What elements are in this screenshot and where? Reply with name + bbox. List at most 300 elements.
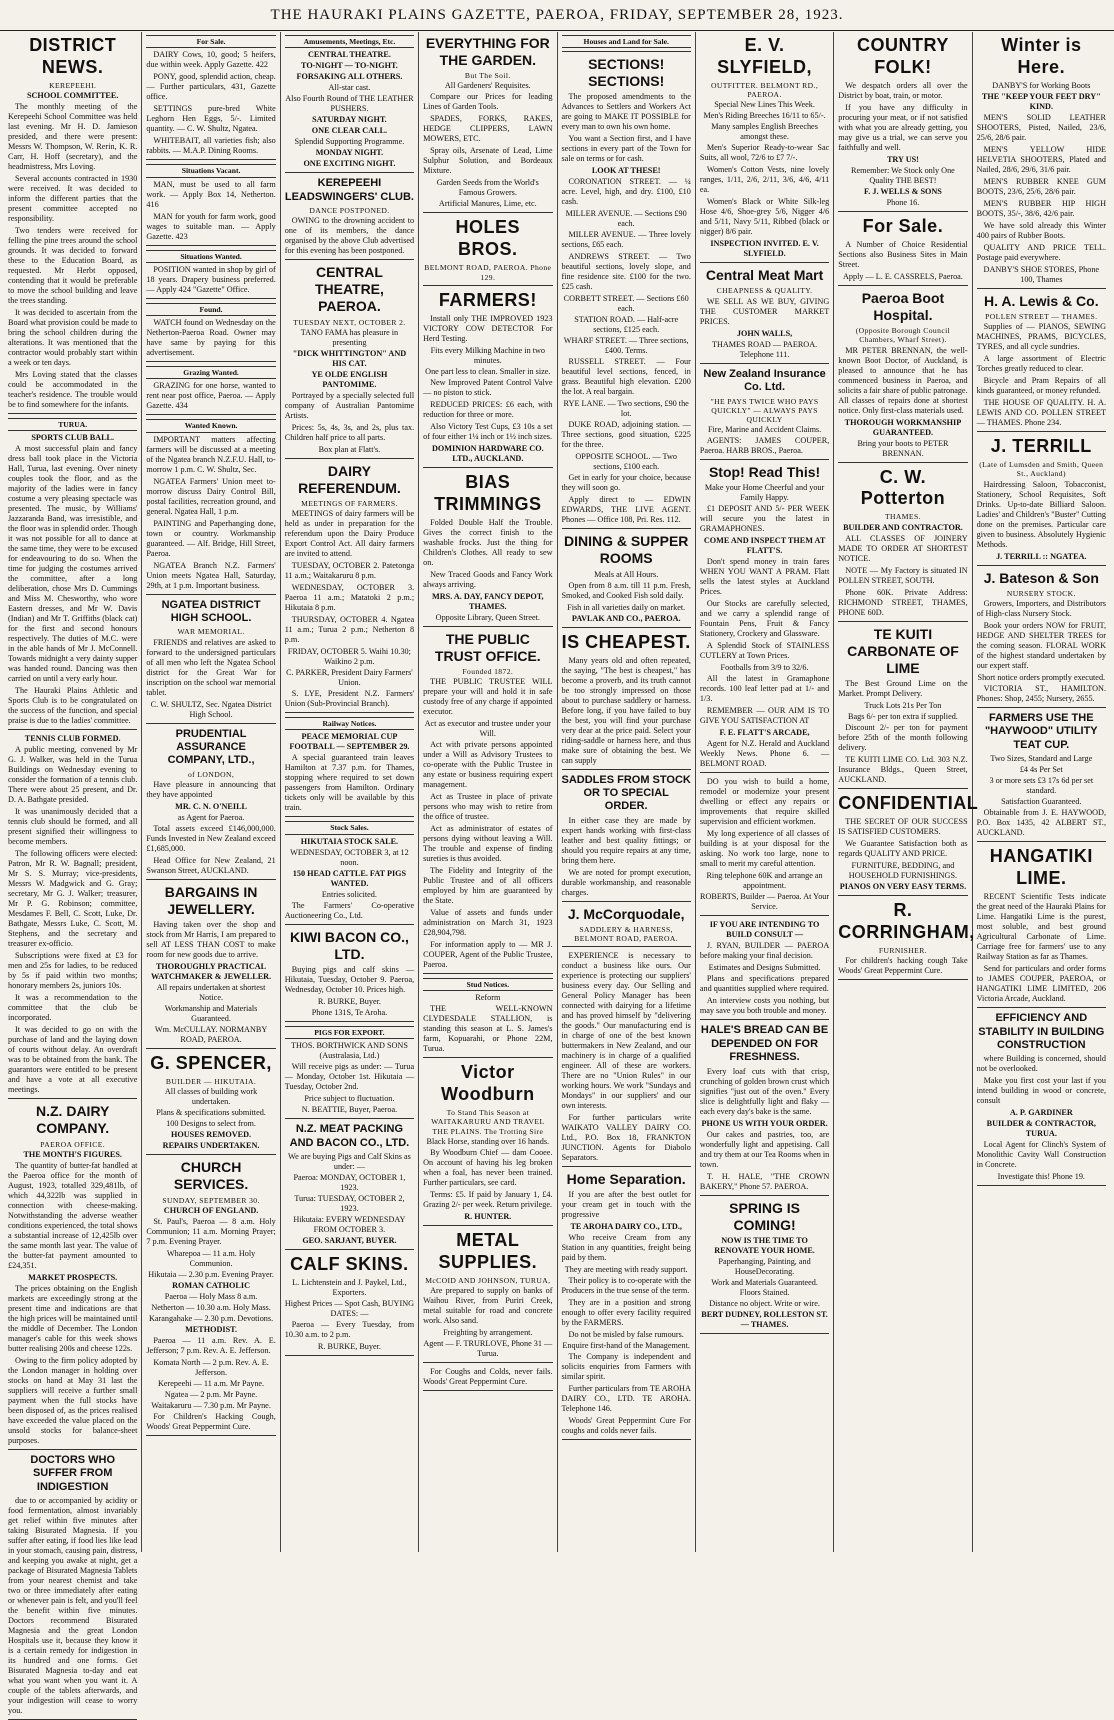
article-paragraph: ONE EXCITING NIGHT.: [303, 159, 396, 169]
article-paragraph: OPPOSITE SCHOOL. — Two sections, £100 each.: [575, 452, 677, 472]
article: [423, 472, 552, 627]
article-paragraph: Buying pigs and calf skins — Hikutaia, Tuesday, October 9. Paeroa, Wednesday, October 10. Prices high.: [284, 964, 415, 994]
divider: [700, 262, 829, 263]
article-paragraph: All classes of building work undertaken.: [164, 1087, 258, 1107]
article-paragraph: R. BURKE, Buyer.: [317, 1341, 381, 1351]
article-paragraph: Waitakaruru — 7.30 p.m. Mr Payne.: [151, 1400, 271, 1410]
article-paragraph: 150 HEAD CATTLE. FAT PIGS WANTED.: [292, 868, 407, 888]
article-heading: Victor Woodburn: [440, 1062, 535, 1105]
article-heading: C. W. Potterton: [860, 466, 946, 509]
divider: [8, 1098, 137, 1099]
article-paragraph: We have sold already this Winter 400 pairs of Rubber Boots.: [976, 220, 1106, 240]
article-paragraph: Women's Black or White Silk-leg Hose 4/6, Shoe-grey 5/6, Nigger 4/6 and 5/11, Navy 5/11, Ribbed (black or nigger) 8/6 pair.: [699, 197, 830, 237]
article-paragraph: Several accounts contracted in 1930 were received. It was decided to inform the different parties that the present committee accepted no responsibility.: [8, 174, 138, 224]
article: [977, 436, 1106, 565]
article-heading: BARGAINS IN JEWELLERY.: [164, 884, 258, 918]
article-paragraph: PAVLAK AND CO., PAEROA.: [571, 613, 681, 623]
article-paragraph: They are in a position and strong enough to offer every facility required by the FARMERS.: [561, 1298, 691, 1328]
article-paragraph: MEETINGS of dairy farmers will be held as under in preparation for the referendum upon the Dairy Produce Export Control Act. All dairy farmers are invited to attend.: [284, 509, 415, 559]
article-paragraph: Enquire first-hand of the Management.: [562, 1341, 690, 1351]
article-heading: H. A. Lewis & Co.: [984, 292, 1099, 309]
divider: [285, 712, 414, 713]
article-paragraph: St. Paul's, Paeroa — 8 a.m. Holy Communion; 11 a.m. Morning Prayer; 7 p.m. Evening Prayer.: [146, 1216, 276, 1246]
divider: [146, 159, 275, 160]
article: [977, 293, 1106, 432]
article-paragraph: Fire, Marine and Accident Claims.: [707, 425, 822, 435]
article-paragraph: STATION ROAD. — Half-acre sections, £125 each.: [574, 315, 679, 335]
article-paragraph: Also Victory Test Cups, £3 10s a set of four either 1¼ inch or 1½ inch sizes.: [423, 421, 553, 441]
article-subheading: KEREPEEHI.: [49, 80, 97, 90]
article-paragraph: Wharepoa — 11 a.m. Holy Communion.: [166, 1248, 256, 1268]
article-paragraph: NGATEA Branch N.Z. Farmers' Union meets Ngatea Hall, Saturday, 29th, at 1 p.m. Important business.: [146, 560, 276, 590]
article-paragraph: Distance no object. Write or wire.: [709, 1298, 820, 1308]
article-paragraph: Folded Double Half the Trouble. Gives the correct finish to the washable frocks. Just the thing for Children's Clothes. All ready to sew on.: [423, 517, 553, 567]
article-paragraph: It was decided to ascertain from the Board what provision could be made to bring the school children during the alterations. It was mentioned that the contractor would probably start within a week or ten days.: [8, 308, 138, 368]
article-paragraph: RYE LANE. — Two sections, £90 the lot.: [563, 399, 689, 419]
article-heading: New Zealand Insurance Co. Ltd.: [703, 367, 826, 394]
article-paragraph: MEN'S RUBBER KNEE GUM BOOTS, 23/6, 25/6, 28/6 pair.: [976, 176, 1106, 196]
article-subheading: Wanted Known.: [146, 419, 275, 432]
divider: [562, 528, 691, 529]
article-paragraph: T. H. HALE, "THE CROWN BAKERY," Phone 57. PAEROA.: [699, 1171, 830, 1191]
article-paragraph: AGENTS: JAMES COUPER, Paeroa. HARB BROS., Paeroa.: [699, 436, 830, 456]
article-paragraph: £4 4s Per Set: [1019, 765, 1063, 775]
divider: [146, 723, 275, 724]
column-6: [696, 32, 834, 1552]
article-paragraph: Special New Lines This Week.: [714, 100, 815, 110]
article-paragraph: THOROUGHLY PRACTICAL WATCHMAKER & JEWELLER.: [150, 962, 272, 982]
article-paragraph: Paeroa: MONDAY, OCTOBER 1, 1923.: [293, 1172, 406, 1192]
article-paragraph: Komata North — 2 p.m. Rev. A. E. Jefferson.: [153, 1357, 269, 1377]
article-subheading: of LONDON,: [187, 769, 235, 779]
article-paragraph: The prices obtaining on the English markets are exceedingly strong at the present time and indications are that the high prices will be maintained until the middle of December. The London manager's cable for this week shows butter realising 200s and cheese 122s.: [8, 1283, 138, 1353]
article-heading: SPRING IS COMING!: [729, 1199, 800, 1233]
article: [562, 1171, 691, 1440]
article-paragraph: The Farmers' Co-operative Auctioneering Co., Ltd.: [284, 900, 415, 920]
article: [700, 35, 829, 263]
article-paragraph: Do not be misled by false rumours.: [568, 1330, 684, 1340]
article-subheading: PAEROA OFFICE.: [40, 1139, 106, 1149]
article-subheading: Stock Sales.: [285, 821, 414, 834]
article-paragraph: Artificial Manures, Lime, etc.: [438, 199, 537, 209]
article-paragraph: Open from 8 a.m. till 11 p.m. Fresh, Smoked, and Cooked Fish sold daily.: [561, 580, 691, 600]
divider: [285, 458, 414, 459]
article-heading: SECTIONS! SECTIONS!: [588, 56, 665, 90]
article-paragraph: You want a Section first, and I have sections in every part of the Town for sale on terms or for cash.: [561, 134, 691, 164]
article: [562, 632, 691, 770]
article-paragraph: Book your orders NOW for FRUIT, HEDGE AND SHELTER TREES for the coming season. FLORAL WORK of the highest standard undertaken by our expert staff.: [976, 621, 1106, 671]
divider: [700, 1019, 829, 1020]
article-paragraph: Black Horse, standing over 16 hands.: [426, 1136, 550, 1146]
article-paragraph: Terms: £5. If paid by January 1, £4. Grazing 2/- per week. Return privilege.: [423, 1189, 553, 1209]
divider: [423, 1390, 552, 1391]
article-paragraph: COME AND INSPECT THEM AT FLATT'S.: [703, 536, 826, 556]
article-paragraph: Don't spend money in train fares WHEN YOU WANT A PRAM. Flatt sells the latest styles at Auckland Prices.: [699, 557, 830, 597]
article: [977, 712, 1106, 842]
article-paragraph: £1 DEPOSIT AND 5/- PER WEEK will secure you the latest in GRAMAPHONES.: [699, 504, 830, 534]
divider: [146, 361, 275, 362]
article-paragraph: Workmanship and Materials Guaranteed.: [164, 1004, 258, 1024]
article-paragraph: RUSSELL STREET. — Four beautiful level sections, fenced, in grass. Beautiful high elevation. £200 the lot. A real bargain.: [561, 357, 691, 397]
article-heading: Stop! Read This!: [708, 464, 821, 481]
article-paragraph: If you are after the best outlet for your cream get in touch with the progressive: [561, 1190, 691, 1220]
article-paragraph: HIKUTAIA STOCK SALE.: [300, 836, 399, 846]
article-paragraph: The Fidelity and Integrity of the Public Trustee and of all officers employed by him are guaranteed by the State.: [423, 866, 553, 906]
article-paragraph: Our cakes and pastries, too, are wonderfully light and appetising. Call and try them at our Tea Rooms when in town.: [699, 1129, 830, 1169]
divider: [8, 1449, 137, 1450]
article-paragraph: Estimates and Designs Submitted.: [708, 963, 821, 973]
article-paragraph: VICTORIA ST., HAMILTON. Phones: Shop, 2455; Nursery, 2655.: [976, 684, 1106, 704]
article: [146, 599, 275, 724]
article-heading: FARMERS!: [438, 289, 537, 310]
article-subheading: Situations Wanted.: [146, 250, 275, 263]
article-paragraph: Mrs Loving stated that the classes could be accommodated in the teacher's residence. The trouble would be to find somewhere for the infants.: [8, 370, 138, 410]
article: [700, 1200, 829, 1334]
divider: [146, 414, 275, 415]
article-heading: BIAS TRIMMINGS: [434, 471, 542, 514]
article-paragraph: FORSAKING ALL OTHERS.: [296, 72, 403, 82]
divider: [838, 895, 967, 896]
article-paragraph: Many years old and often repeated, the saying, "The best is cheapest," has become a proverb, and its truth cannot be too strongly impressed on those about to purchase saddlery or harness. Before long, if you have failed to buy the best, you will find your purchase very dear at the price paid. Select your riding-saddle or harness here, and thus make sure of obtaining the best. We can supply: [561, 655, 691, 765]
article-paragraph: Paeroa — Holy Mass 8 a.m.: [164, 1291, 258, 1301]
divider: [146, 245, 275, 246]
article: [8, 1454, 137, 1720]
article-heading: J. Bateson & Son: [983, 569, 1099, 586]
article-paragraph: Garden Seeds from the World's Famous Growers.: [436, 178, 539, 198]
article: [146, 35, 275, 160]
article-heading: N.Z. DAIRY COMPANY.: [36, 1103, 110, 1137]
divider: [700, 915, 829, 916]
article-paragraph: MEN'S SOLID LEATHER SHOOTERS, Pisted, Nailed, 23/6, 25/6, 28/6 pair.: [976, 112, 1106, 142]
article-subheading: Situations Vacant.: [146, 164, 275, 177]
divider: [562, 901, 691, 902]
article-paragraph: THE HOUSE OF QUALITY. H. A. LEWIS AND CO. POLLEN STREET — THAMES. Phone 234.: [976, 398, 1106, 428]
article: [285, 929, 414, 1022]
article-paragraph: Install only THE IMPROVED 1923 VICTORY COW DETECTOR For Herd Testing.: [423, 313, 553, 343]
divider: [285, 1249, 414, 1250]
article-paragraph: Get in early for your choice, because they will soon go.: [561, 473, 691, 493]
article-paragraph: SPADES, FORKS, RAKES, HEDGE CLIPPERS, LAWN MOWERS, ETC.: [423, 114, 553, 144]
article-paragraph: Paperhanging, Painting, and HouseDecorating.: [718, 1256, 811, 1276]
article: [700, 267, 829, 363]
article-paragraph: Phone 60K. Private Address: RICHMOND STREET, THAMES, PHONE 60D.: [838, 587, 968, 617]
article-paragraph: A public meeting, convened by Mr G. J. Walker, was held in the Turua Buildings on Wednesday evening to consider the formation of a tennis club. There were about 25 present, and Dr. D. A. Bathgate presided.: [8, 745, 138, 805]
divider: [838, 788, 967, 789]
article: [146, 419, 275, 594]
article-paragraph: FRIDAY, OCTOBER 5. Waihi 10.30; Waikino 2 p.m.: [287, 647, 411, 667]
article-paragraph: Compare our Prices for leading Lines of Garden Tools.: [423, 92, 553, 112]
article-paragraph: 3 or more sets £3 17s 6d per set standard.: [989, 776, 1094, 796]
article: [977, 35, 1106, 289]
article: [146, 728, 275, 880]
article-paragraph: A most successful plain and fancy dress ball took place in the Victoria Hall, Turua, last evening. Over ninety couples took the floor, and as the majority of the ladies were in fancy costume a very pleasing spectacle was presented. The music, by Williams' Jazzaranda Band, was irresistible, and the floor was in splendid order. Though it was not possible for all to dance at the same time, they were to be excused for endeavouring to do so. When the time for judging the costumes arrived the committee, after a long deliberation, chose Mrs D. Cummings and Miss M. Chesworthy, who wore Eastern dresses, and Mr W. Davis (Indian) and Mr T. Griffiths (black cat) for the first and second honours respectively. The duties of M.C. were in the able hands of Mr J. McConnell. Towards midnight a very dainty supper was handed round. Dancing was then carried on until a very early hour.: [8, 444, 138, 684]
article: [285, 1026, 414, 1119]
article: [562, 774, 691, 902]
article-heading: G. SPENCER,: [150, 1053, 272, 1074]
article-paragraph: MEN'S YELLOW HIDE HELVETIA SHOOTERS, Plated and Nailed, 28/6, 29/6, 31/6 pair.: [976, 144, 1106, 174]
article-paragraph: PIANOS ON VERY EASY TERMS.: [839, 881, 967, 891]
article-paragraph: The Best Ground Lime on the Market. Prompt Delivery.: [838, 678, 968, 698]
article-paragraph: 100 Designs to select from.: [166, 1119, 256, 1129]
divider: [700, 459, 829, 460]
article-heading: CHURCH SERVICES.: [173, 1159, 249, 1193]
article-paragraph: FRIENDS and relatives are asked to forward to the undersigned particulars of all men who left the Ngatea School district for the Great War for inscription on the school war memorial tablet.: [146, 637, 276, 697]
article-subheading: CHEAPNESS & QUALITY.: [716, 286, 813, 296]
article-paragraph: Discount 2/- per ton for payment before 25th of the month following delivery.: [838, 722, 968, 752]
article-paragraph: In either case they are made by expert hands working with first-class leather and best quality fittings; or should you require repairs at any time, bring them here.: [561, 815, 691, 865]
article-subheading: BUILDER — HIKUTAIA.: [165, 1077, 257, 1087]
article-paragraph: SPORTS CLUB BALL.: [31, 433, 115, 443]
article-paragraph: LOOK AT THESE!: [591, 166, 661, 176]
article-paragraph: FURNITURE, BEDDING, and HOUSEHOLD FURNISHINGS.: [848, 860, 958, 880]
article-paragraph: Send for particulars and order forms to JAMES COUPER, PAEROA, or HANGATIKI LIME LIMITED, 206 Victoria Arcade, Auckland.: [976, 964, 1106, 1004]
article-paragraph: A. P. GARDINER: [1009, 1108, 1073, 1118]
article-subheading: MEETINGS OF FARMERS.: [301, 498, 398, 508]
article-paragraph: Fits every Milking Machine in two minutes.: [430, 345, 545, 365]
article-paragraph: EXPERIENCE is necessary to conduct a business like ours. Our experience is protecting our suppliers' business every day. Our Selling and General Policy Manager has been connected with dairying for a lifetime and has proved himself by "delivering the goods." Our manufacturing end is in charge of one of the best known buttermakers in New Zealand, and our machinery is in charge of a qualified engineer. All of these are workers. There are no "Union Rules" in our working hours. We work "Sundays and Mondays" in our suppliers' and our own interests.: [561, 951, 691, 1111]
article-heading: TE KUITI CARBONATE OF LIME: [847, 625, 959, 676]
article-paragraph: TENNIS CLUB FORMED.: [24, 734, 121, 744]
article-paragraph: Total assets exceed £146,000,000. Funds Invested in New Zealand exceed £1,685,000.: [146, 824, 276, 854]
article-paragraph: THE SECRET OF OUR SUCCESS IS SATISFIED CUSTOMERS.: [838, 816, 968, 836]
article-paragraph: Price subject to fluctuation.: [304, 1094, 395, 1104]
article-paragraph: TRY US!: [886, 154, 919, 164]
article-paragraph: Hairdressing Saloon, Tobacconist, Stationery, School Requisites, Soft Drinks. Up-to-date Billiard Saloon. Ladies' and Children's "Buster" Cutting done on the premises. Particular care given to business. Absolutely Hygienic Methods.: [976, 479, 1106, 549]
article-paragraph: THURSDAY, OCTOBER 4. Ngatea 11 a.m.; Turua 2 p.m.; Netherton 8 p.m.: [284, 615, 415, 645]
article-paragraph: CORBETT STREET. — Sections £60 each.: [563, 294, 689, 314]
article-subheading: Houses and Land for Sale.: [562, 35, 691, 48]
article-paragraph: Phone 16.: [886, 197, 920, 207]
article-subheading: SADDLERY & HARNESS, BELMONT ROAD, PAEROA.: [574, 924, 679, 944]
divider: [977, 841, 1106, 842]
article-subheading: Stud Notices.: [423, 978, 552, 991]
divider: [8, 729, 137, 730]
divider: [423, 467, 552, 468]
masthead: THE HAURAKI PLAINS GAZETTE, PAEROA, FRIDAY, SEPTEMBER 28, 1923.: [0, 0, 1114, 31]
article-subheading: OUTFITTER. BELMONT RD., PAEROA.: [710, 80, 819, 100]
article-paragraph: Netherton — 10.30 a.m. Holy Mass.: [151, 1302, 271, 1312]
article: [285, 717, 414, 817]
article-paragraph: BERT DUDNEY, ROLLESTON ST. — THAMES.: [701, 1309, 828, 1329]
article-heading: J. TERRILL: [990, 436, 1092, 457]
article-paragraph: The quantity of butter-fat handled at the Paeroa office for the month of August, 1923, totalled 329,481lb, of which 44,322lb was supplied in connection with cheese-making. Notwithstanding the adverse weather conditions experienced, the total shows a substantial increase of 12,425lb over the same month last year. The value of the butter-fat payment amounted to £24,351.: [8, 1160, 138, 1270]
article-paragraph: THE MONTH'S FIGURES.: [23, 1149, 122, 1159]
article: [423, 290, 552, 468]
article-subheading: "HE PAYS TWICE WHO PAYS QUICKLY" — ALWAYS PAYS QUICKLY: [710, 396, 819, 425]
article-paragraph: We are noted for prompt execution, durable workmanship, and reasonable charges.: [561, 867, 691, 897]
divider: [562, 1439, 691, 1440]
article-paragraph: For further particulars write WAIKATO VALLEY DAIRY CO. Ltd., P.O. Box 18, FRANKTON JUNCTION. Agents for Diabolo Separators.: [561, 1113, 691, 1163]
article-paragraph: HOUSES REMOVED.: [171, 1130, 252, 1140]
article-subheading: (Late of Lumsden and Smith, Queen St., Auckland): [979, 460, 1104, 479]
article-paragraph: MR PETER BRENNAN, the well-known Boot Doctor, of Auckland, is pleased to announce that he has commenced business in Paeroa, and solicits a fair share of public patronage. All classes of repairs done at shortest notice. Only first-class materials used.: [838, 345, 968, 415]
article-subheading: Railway Notices.: [285, 717, 414, 730]
article: [8, 734, 137, 1099]
article-heading: CALF SKINS.: [290, 1253, 409, 1274]
article-paragraph: BUILDER AND CONTRACTOR.: [843, 522, 963, 532]
article-heading: For Sale.: [862, 215, 944, 236]
divider: [838, 979, 967, 980]
article-paragraph: We are buying Pigs and Calf Skins as under: —: [288, 1151, 411, 1171]
article: [423, 1367, 552, 1391]
article-paragraph: Box plan at Flatt's.: [318, 444, 381, 454]
divider: [423, 1057, 552, 1058]
article-paragraph: Make your Home Cheerful and your Family Happy.: [704, 483, 825, 503]
article-paragraph: JOHN WALLS,: [736, 328, 793, 338]
article: [838, 626, 967, 789]
divider: [285, 259, 414, 260]
article-subheading: But The Soil.: [464, 71, 511, 81]
divider: [838, 285, 967, 286]
article-heading: EVERYTHING FOR THE GARDEN.: [425, 35, 550, 69]
article-paragraph: Satisfaction Guaranteed.: [1001, 797, 1082, 807]
article-paragraph: A Splendid Stock of STAINLESS CUTLERY at Town Prices.: [699, 641, 830, 661]
article-paragraph: S. LYE, President N.Z. Farmers' Union (Sub-Provincial Branch).: [284, 689, 415, 709]
article-subheading: TUESDAY NEXT, OCTOBER 2.: [293, 317, 406, 327]
article-heading: COUNTRY FOLK!: [857, 35, 949, 77]
article-paragraph: OWING to the drowning accident to one of its members, the dance organised by the above Club advertised for this evening has been postponed.: [284, 216, 415, 256]
article: [423, 978, 552, 1058]
article-paragraph: CORONATION STREET. — ¼ acre. Level, high, and dry. £100, £10 cash.: [561, 177, 691, 207]
article: [838, 899, 975, 980]
article-paragraph: PONY, good, splendid action, cheap. — Further particulars, 431, Gazette office.: [146, 72, 276, 102]
article-heading: HOLES BROS.: [455, 217, 521, 260]
article-paragraph: Growers, Importers, and Distributors of High-class Nursery Stock.: [976, 599, 1106, 619]
article-subheading: (Opposite Borough Council Chambers, Wharf Street).: [855, 326, 951, 345]
divider: [700, 1195, 829, 1196]
article-paragraph: Plans & specifications submitted.: [156, 1108, 266, 1118]
article-paragraph: Woods' Great Peppermint Cure For coughs and colds never fails.: [561, 1416, 691, 1436]
article-paragraph: Will receive pigs as under: — Turua — Monday, October 1st. Hikutaia — Tuesday, October 2nd.: [284, 1062, 415, 1092]
article-paragraph: MRS. A. DAY, FANCY DEPOT, THAMES.: [432, 591, 544, 611]
article-paragraph: By Woodburn Chief — dam Cooee. On account of having his leg broken when a foal, has never been trained. Further particulars, see card.: [423, 1147, 553, 1187]
article-paragraph: An interview costs you nothing, but may save you both trouble and money.: [699, 996, 830, 1016]
article: [700, 777, 829, 916]
article-paragraph: Footballs from 3/9 to 32/6.: [720, 663, 809, 673]
article-paragraph: It was decided to go on with the purchase of land and the laying down of courts without delay. An overdraft was to be obtained from the bank. The guarantors were entitled to be present and have a vote at all executive meetings.: [8, 1025, 138, 1095]
article-heading: KIWI BACON CO., LTD.: [289, 928, 409, 962]
article-paragraph: We Guarantee Satisfaction both as regards QUALITY AND PRICE.: [838, 838, 968, 858]
article-paragraph: Kerepeehi — 11 a.m. Mr Payne.: [158, 1378, 265, 1388]
article-paragraph: WHARF STREET. — Three sections, £400. Terms.: [563, 336, 689, 356]
article-subheading: SUNDAY, SEPTEMBER 30.: [162, 1195, 260, 1205]
article-heading: DOCTORS WHO SUFFER FROM INDIGESTION: [30, 1453, 116, 1493]
article-paragraph: Local Agent for Clinch's System of Monolithic Cavity Wall Construction in Concrete.: [976, 1140, 1106, 1170]
article: [977, 846, 1106, 1008]
article-subheading: WAR MEMORIAL.: [177, 627, 245, 637]
article-paragraph: Many samples English Breeches amongst these.: [711, 122, 818, 142]
divider: [285, 1021, 414, 1022]
article-heading: METAL SUPPLIES.: [438, 1229, 538, 1272]
divider: [838, 211, 967, 212]
article-subheading: Amusements, Meetings, Etc.: [285, 35, 414, 48]
article-paragraph: Investigate this! Phone 19.: [997, 1172, 1085, 1182]
article-heading: EFFICIENCY AND STABILITY IN BUILDING CONSTRUCTION: [978, 1012, 1105, 1051]
article-paragraph: Bring your boots to PETER BRENNAN.: [857, 438, 949, 458]
article-paragraph: Having taken over the shop and stock from Mr Harris, I am prepared to sell AT LESS THAN COST to make room for new goods due to arrive.: [146, 920, 276, 960]
article-paragraph: The Hauraki Plains Athletic and Sports Club is to be congratulated on the success of the function, and special praise is due to the ladies' committee.: [8, 686, 138, 726]
article-heading: IS CHEAPEST.: [561, 631, 691, 652]
article-heading: DAIRY REFERENDUM.: [298, 462, 401, 496]
article-paragraph: TE AROHA DAIRY CO., LTD.,: [570, 1222, 682, 1232]
article-paragraph: CHURCH OF ENGLAND.: [163, 1205, 259, 1215]
article-paragraph: Apply — L. E. CASSRELS, Paeroa.: [843, 271, 963, 281]
article-paragraph: THE "KEEP YOUR FEET DRY" KIND.: [981, 91, 1101, 111]
article-paragraph: THE WELL-KNOWN CLYDESDALE STALLION, is standing this season at L. S. James's farm, Kopuarahi, or Phone 22M, Turua.: [423, 1004, 553, 1054]
article: [700, 464, 829, 773]
article-paragraph: R. BURKE, Buyer.: [317, 996, 381, 1006]
article-paragraph: All Gardeners' Requisites.: [444, 81, 531, 91]
article-paragraph: DO you wish to build a home, remodel or modernize your present dwelling or effect any repairs or improvements that require skilled supervision and efficient workmen.: [699, 777, 830, 827]
article-paragraph: Every loaf cuts with that crisp, crunching of golden brown crust which signifies "just out of the oven." Every slice is delightfully light and flaky — each every day's bake is the same.: [699, 1066, 830, 1116]
article-paragraph: THE PUBLIC TRUSTEE WILL prepare your will and hold it in safe custody free of any charge if appointed executor.: [423, 677, 553, 717]
article-paragraph: PHONE US WITH YOUR ORDER.: [701, 1118, 828, 1128]
article-paragraph: Their policy is to co-operate with the Producers in the true sense of the term.: [561, 1276, 691, 1296]
article: [562, 35, 691, 52]
column-4: [419, 32, 557, 1552]
article-paragraph: Owing to the firm policy adopted by the London manager in holding over stocks on hand at May 31 last the suppliers will receive a further small payment when the full stocks have been disposed of, as the prices realised have exceeded the value placed on the unsold stocks for balance-sheet purposes.: [8, 1355, 138, 1445]
article-paragraph: MAN, must be used to all farm work. — Apply Box 14, Netherton. 416: [146, 179, 276, 209]
article-paragraph: Our Stocks are carefully selected, and we carry a splendid range of Fountain Pens, Fruit & Fancy Stationery, Crockery and Glassware.: [699, 599, 830, 639]
article-paragraph: Obtainable from J. E. HAYWOOD, P.O. Box 1435, 42 ALBERT ST., AUCKLAND.: [976, 808, 1106, 838]
article-paragraph: DANBY'S SHOE STORES, Phone 100, Thames: [983, 264, 1100, 284]
article-paragraph: MONDAY NIGHT.: [315, 148, 384, 158]
article-heading: J. McCorquodale,: [567, 905, 685, 922]
divider: [562, 769, 691, 770]
article-paragraph: ROMAN CATHOLIC: [172, 1280, 250, 1290]
column-7: [834, 32, 979, 1552]
article-paragraph: Meals at All Hours.: [594, 569, 659, 579]
article-paragraph: Agent — F. TRURLOVE, Phone 31 — Turua.: [423, 1339, 553, 1359]
article-paragraph: WHITEBAIT, all varieties fish; also rabbits. — M.A.P. Dining Rooms.: [146, 136, 276, 156]
article-paragraph: TE KUITI LIME CO. Ltd. 303 N.Z. Insurance Bldgs., Queen Street, AUCKLAND.: [838, 754, 968, 784]
article-paragraph: NOW IS THE TIME TO RENOVATE YOUR HOME.: [714, 1235, 815, 1255]
article-paragraph: Head Office for New Zealand, 21 Swanson Street, AUCKLAND.: [146, 856, 276, 876]
article-paragraph: Who receive Cream from any Station in any quantities, freight being paid by them.: [561, 1233, 691, 1263]
divider: [146, 298, 275, 299]
article-paragraph: "DICK WHITTINGTON" AND HIS CAT.: [292, 348, 407, 368]
divider: [423, 285, 552, 286]
article-paragraph: Remember: We Stock only One Quality THE BEST!: [851, 165, 955, 185]
article-paragraph: DANBY'S for Working Boots: [992, 80, 1091, 90]
article: [8, 418, 137, 730]
article-paragraph: ANDREWS STREET. — Two beautiful sections, lovely slope, and fine residence site. £100 for the two. £25 cash.: [561, 252, 691, 292]
article-paragraph: L. Lichtenstein and J. Paykel, Ltd., Exporters.: [292, 1277, 407, 1297]
divider: [977, 707, 1106, 708]
columns-container: [4, 32, 1110, 1716]
divider: [146, 1048, 275, 1049]
article-paragraph: N. BEATTIE, Buyer, Paeroa.: [301, 1105, 398, 1115]
article: [562, 56, 691, 529]
article-paragraph: NOTE — My Factory is situated IN POLLEN STREET, SOUTH.: [838, 565, 968, 585]
article: [562, 906, 691, 948]
article-heading: SADDLES FROM STOCK OR TO SPECIAL ORDER.: [561, 773, 691, 813]
article-paragraph: BUILDER & CONTRACTOR, TURUA.: [986, 1119, 1096, 1139]
article-paragraph: Spray oils, Arsenate of Lead, Lime Sulphur Solution, and Bordeaux Mixture.: [423, 146, 553, 176]
article: [977, 570, 1106, 708]
divider: [146, 1435, 275, 1436]
article-paragraph: For Coughs and Colds, never fails. Woods' Great Peppermint Cure.: [423, 1367, 553, 1387]
article-subheading: Found.: [146, 303, 275, 316]
article-paragraph: For information apply to — MR J. COUPER, Agent of the Public Trustee, Paeroa.: [423, 940, 553, 970]
article-heading: E. V. SLYFIELD,: [717, 35, 812, 77]
article-subheading: NURSERY STOCK.: [1006, 588, 1076, 598]
article-heading: KEREPEEHI LEADSWINGERS' CLUB.: [284, 177, 414, 203]
divider: [562, 946, 691, 947]
divider: [700, 772, 829, 773]
article-paragraph: All-star cast.: [328, 83, 371, 93]
article-paragraph: Turua: TUESDAY, OCTOBER 2, 1923.: [294, 1193, 405, 1213]
